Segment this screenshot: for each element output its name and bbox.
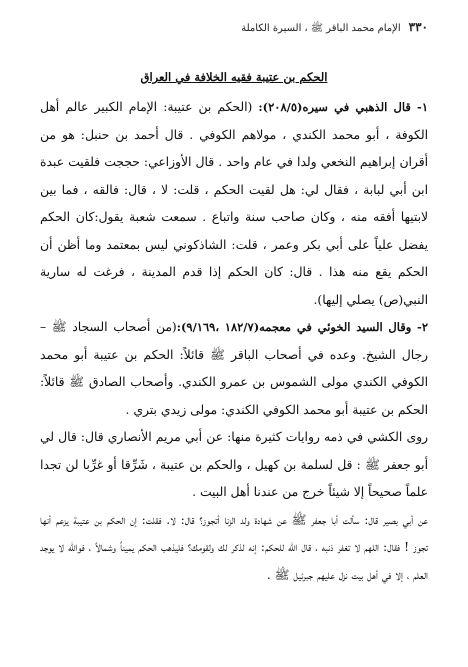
paragraph-lead: ٢- وقال السيد الخوئي في معجمه(١٨٢/٧ ،٩/١٦٩): xyxy=(176,320,429,334)
paragraph-text: (الحكم بن عتيبة: الإمام الكبير عالم أهل الكوفة ، أبو محمد الكندي ، مولاهم الكوفي . قال أحمد بن حنبل: هو من أقران إبراهيم النخعي ولدا في عام واحد . قال الأوزاعي: حججت فلقيت عبدة ابن أبي لبابة ، فقال لي: هل لقيت الحكم ، قلت: لا ، قال: فالقه ، فما بين لابتيها أفقه منه ، وكان صاحب سنة واتباع . سمعت شعبة يقول:كان الحكم يفضل علياً على أبي بكر وعمر ، قلت: الشاذكوني ليس بمعتمد وما أظن أن الحكم يقع منه هذا . قال: كان الحكم إذا قدم المدينة ، فرغت له سارية النبي(ص) يصلي إليها). xyxy=(40,100,428,307)
paragraph-lead: ١- قال الذهبي في سيره(٢٠٨/٥): xyxy=(258,100,429,114)
paragraph-kashshi xyxy=(40,424,428,507)
page-number: ٣٣٠ xyxy=(408,20,428,34)
section-title: الحكم بن عتيبة فقيه الخلافة في العراق xyxy=(140,70,328,84)
paragraph-text: (من أصحاب السجاد ﷺ – رجال الشيخ. وعده في أصحاب الباقر ﷺ قائلاً: الحكم بن عتيبة أبو محمد الكوفي الكندي مولى الشموس بن عمرو الكندي. وأصحاب الصادق ﷺ قائلاً: الحكم بن عتيبة أبو محمد الكوفي الكندي: مولى زيدي بتري . xyxy=(40,320,428,417)
running-header xyxy=(40,20,428,36)
paragraph-abu-basir xyxy=(40,507,428,590)
paragraph-text: روى الكشي في ذمه روايات كثيرة منها: عن أبي مريم الأنصاري قال: قال لي أبو جعفر ﷺ : قل لسلمة بن كهيل ، والحكم بن عتيبة ، شَرِّقا أو غرِّبا لن تجدا علماً صحيحاً إلا شيئاً خرج من عندنا أهل البيت . xyxy=(40,430,428,499)
running-title: الإمام محمد الباقر ﷺ ، السيرة الكاملة xyxy=(241,23,401,34)
paragraph-text: عن أبي بصير قال: سألت أبا جعفر ﷺ عن شهادة ولد الزنا أتجوز؟ قال: لا. فقلت: إن الحكم بن عتيبة يزعم أنها تجوز ! فقال: اللهم لا تغفر ذنبه ، قال الله للحكم: إنه لذكر لك ولقومك؟ فليذهب الحكم يميناً وشمالاً ، فوالله لا يوجد العلم ، إلا في أهل بيت نزل عليهم جبرئيل ﷺ . xyxy=(40,512,428,582)
paragraph-khoei xyxy=(40,314,428,424)
paragraph-dhahabi xyxy=(40,94,428,314)
